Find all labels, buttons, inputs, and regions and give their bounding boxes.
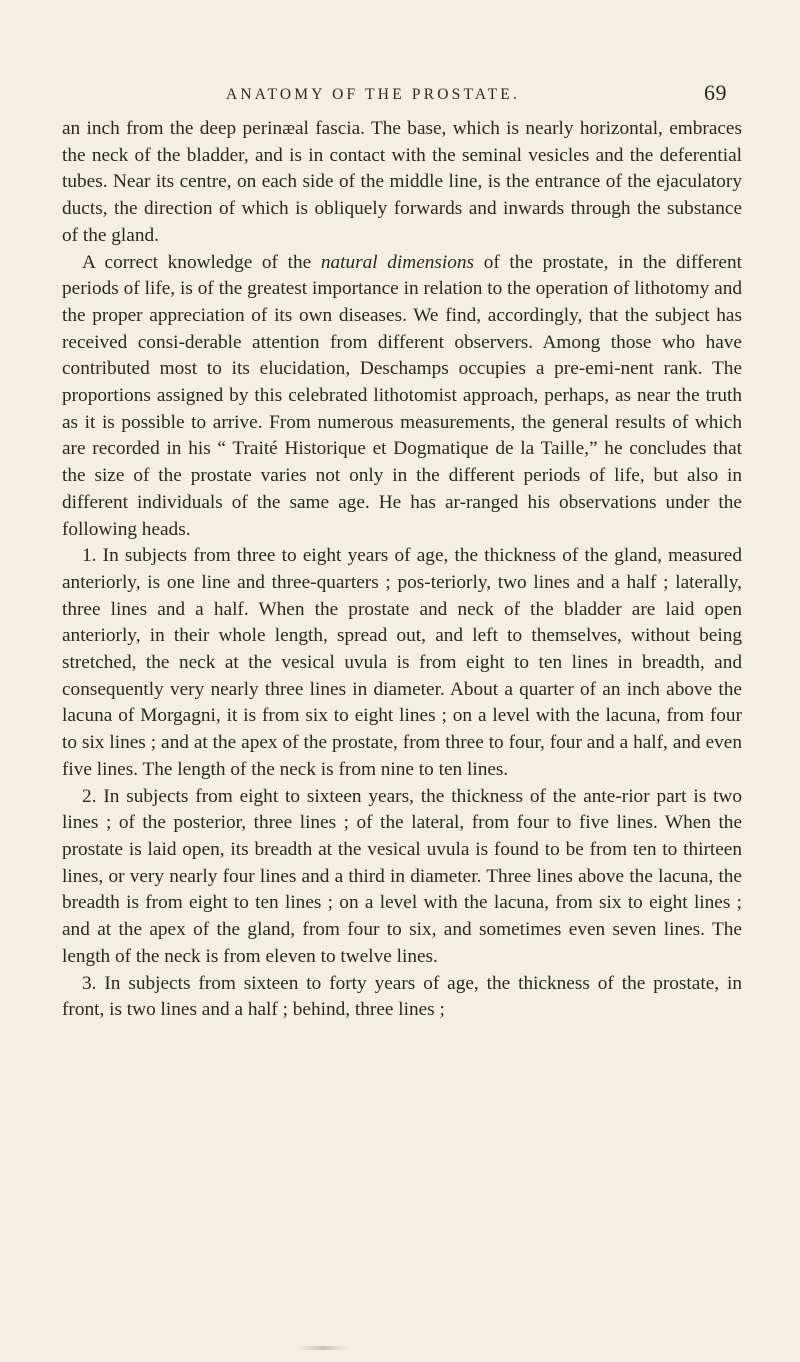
paragraph-text-end: of the prostate, in the different periods of life, is of the greatest importance in relation to the operation of lithotomy and the proper appreciation of its own diseases. We find, accordingly, that the subject has received consi-derable attention from different observers. Among those who have contributed most to its elucidation, Deschamps occupies a pre-emi-nent rank. The proportions assigned by this celebrated lithotomist approach, perhaps, as near the truth as it is possible to arrive. From numerous measurements, the general results of which are recorded in his “ Traité Historique et Dogmatique de la Taille,” he concludes that the size of the prostate varies not only in the different periods of life, but also in different individuals of the same age. He has ar-ranged his observations under the following heads.: [62, 251, 742, 540]
paragraph-text-start: A correct knowledge of the: [82, 251, 321, 273]
paragraph-natural-dimensions: [62, 250, 742, 544]
paragraph-continued: an inch from the deep perinæal fascia. The base, which is nearly horizontal, embraces the neck of the bladder, and is in contact with the seminal vesicles and the deferential tubes. Near its centre, on each side of the middle line, is the entrance of the ejaculatory ducts, the direction of which is obliquely forwards and inwards through the substance of the gland.: [62, 118, 742, 246]
running-title: ANATOMY OF THE PROSTATE.: [226, 86, 521, 103]
page-number: 69: [704, 80, 727, 105]
paragraph-head-3: 3. In subjects from sixteen to forty years of age, the thickness of the prostate, in front, is two lines and a half ; behind, three lines ;: [62, 972, 742, 1021]
italic-term: natural dimensions: [320, 251, 475, 273]
body-text: [62, 116, 742, 1024]
paragraph-head-2: 2. In subjects from eight to sixteen years, the thickness of the ante-rior part is two lines ; of the posterior, three lines ; of the lateral, from four to five lines. When the prostate is laid open, its breadth at the vesical uvula is found to be from ten to thirteen lines, or very nearly four lines and a third in diameter. Three lines above the lacuna, the breadth is from eight to ten lines ; on a level with the lacuna, from six to eight lines ; and at the apex of the gland, from four to six, and sometimes even seven lines. The length of the neck is from eleven to twelve lines.: [62, 785, 742, 967]
page-smudge: [298, 1346, 348, 1350]
paragraph-head-1: 1. In subjects from three to eight years of age, the thickness of the gland, measured anteriorly, is one line and three-quarters ; pos-teriorly, two lines and a half ; laterally, three lines and a half. When the prostate and neck of the bladder are laid open anteriorly, in their whole length, spread out, and left to themselves, without being stretched, the neck at the vesical uvula is from eight to ten lines in breadth, and consequently very nearly three lines in diameter. About a quarter of an inch above the lacuna of Morgagni, it is from six to eight lines ; on a level with the lacuna, from four to six lines ; and at the apex of the prostate, from three to four, four and a half, and even five lines. The length of the neck is from nine to ten lines.: [62, 545, 742, 780]
